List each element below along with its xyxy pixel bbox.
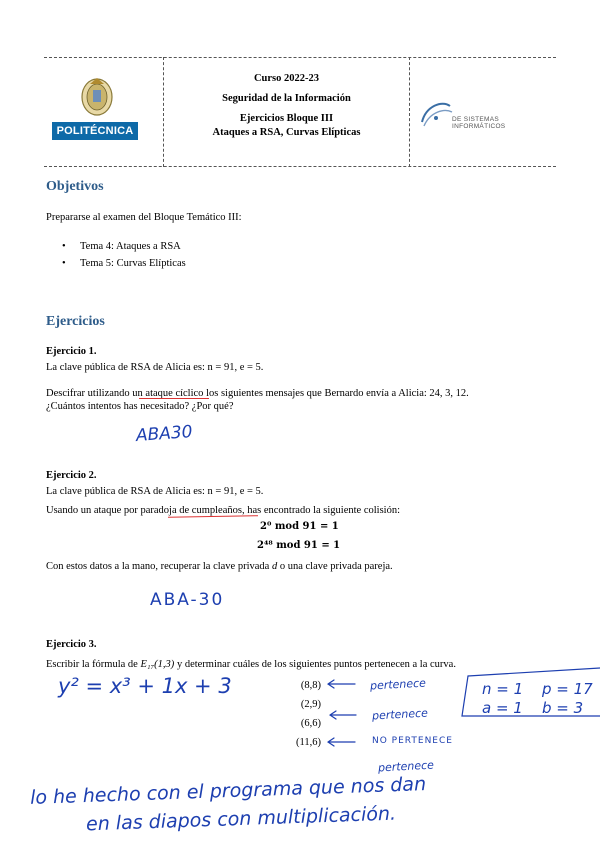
ex1-line1: La clave pública de RSA de Alicia es: n = 91, e = 5. [46, 362, 264, 373]
ex3-mark-1: pertenece [369, 676, 427, 693]
ex3-mark-3: NO PERTENECE [372, 736, 453, 746]
topics-label: Ataques a RSA, Curvas Elípticas [212, 127, 361, 138]
subject-label: Seguridad de la Información [222, 93, 351, 104]
ex2-title: Ejercicio 2. [46, 470, 97, 481]
list-item: • Tema 4: Ataques a RSA [62, 238, 186, 255]
etsi-text: DE SISTEMAS INFORMÁTICOS [452, 116, 506, 130]
param-a: a = 1 [482, 699, 523, 717]
ex3-handwritten-note-1: lo he hecho con el programa que nos dan [29, 773, 427, 809]
block-label: Ejercicios Bloque III [239, 113, 334, 124]
ex2-line1: La clave pública de RSA de Alicia es: n = 91, e = 5. [46, 486, 264, 497]
list-item: (11,6) [296, 737, 321, 748]
ex2-line3: Con estos datos a la mano, recuperar la clave privada d o una clave privada pareja. [46, 561, 393, 572]
course-label: Curso 2022-23 [253, 73, 320, 84]
list-item: (8,8) [300, 680, 321, 691]
ex3-mark-4: pertenece [377, 758, 435, 775]
list-item: • Tema 5: Curvas Elípticas [62, 255, 186, 272]
ex1-line3: ¿Cuántos intentos has necesitado? ¿Por qué? [46, 401, 234, 412]
param-p: p = 17 [542, 680, 593, 698]
objetivos-heading: Objetivos [46, 179, 104, 194]
ex3-title: Ejercicio 3. [46, 639, 97, 650]
ex2-attack-term: paradoja de cumpleaños, [140, 505, 245, 516]
objetivos-intro: Prepararse al examen del Bloque Temático III: [46, 212, 242, 223]
ex1-line2: Descifrar utilizando un ataque cíclico los siguientes mensajes que Bernardo envía a Alicia: 24, 3, 12. [46, 388, 469, 399]
ejercicios-heading: Ejercicios [46, 314, 105, 329]
ex1-title: Ejercicio 1. [46, 346, 97, 357]
ex1-handwritten-answer: ABA30 [135, 422, 194, 446]
list-item: (6,6) [300, 718, 321, 729]
ex2-handwritten-answer: ABA-30 [150, 590, 225, 610]
ex2-line2: Usando un ataque por paradoja de cumpleaños, has encontrado la siguiente colisión: [46, 505, 400, 516]
ex3-mark-2: pertenece [371, 706, 429, 723]
ex3-handwritten-note-2: en las diapos con multiplicación. [85, 802, 397, 836]
ex2-equation-2: 2⁴⁸ mod 91 = 1 [257, 540, 341, 551]
param-b: b = 3 [542, 699, 584, 717]
ex3-handwritten-formula: y² = x³ + 1x + 3 [58, 674, 232, 698]
ex2-equation-1: 2⁰ mod 91 = 1 [260, 521, 339, 532]
param-n: n = 1 [482, 680, 524, 698]
list-item: (2,9) [300, 699, 321, 710]
curve-name: E₁₇(1,3) [140, 659, 175, 670]
ex1-attack-term: ataque cíclico [145, 388, 204, 399]
upm-label: POLITÉCNICA [52, 122, 138, 140]
ex3-line1: Escribir la fórmula de E₁₇(1,3) y determinar cuáles de los siguientes puntos pertenecen a la curva. [46, 659, 456, 670]
